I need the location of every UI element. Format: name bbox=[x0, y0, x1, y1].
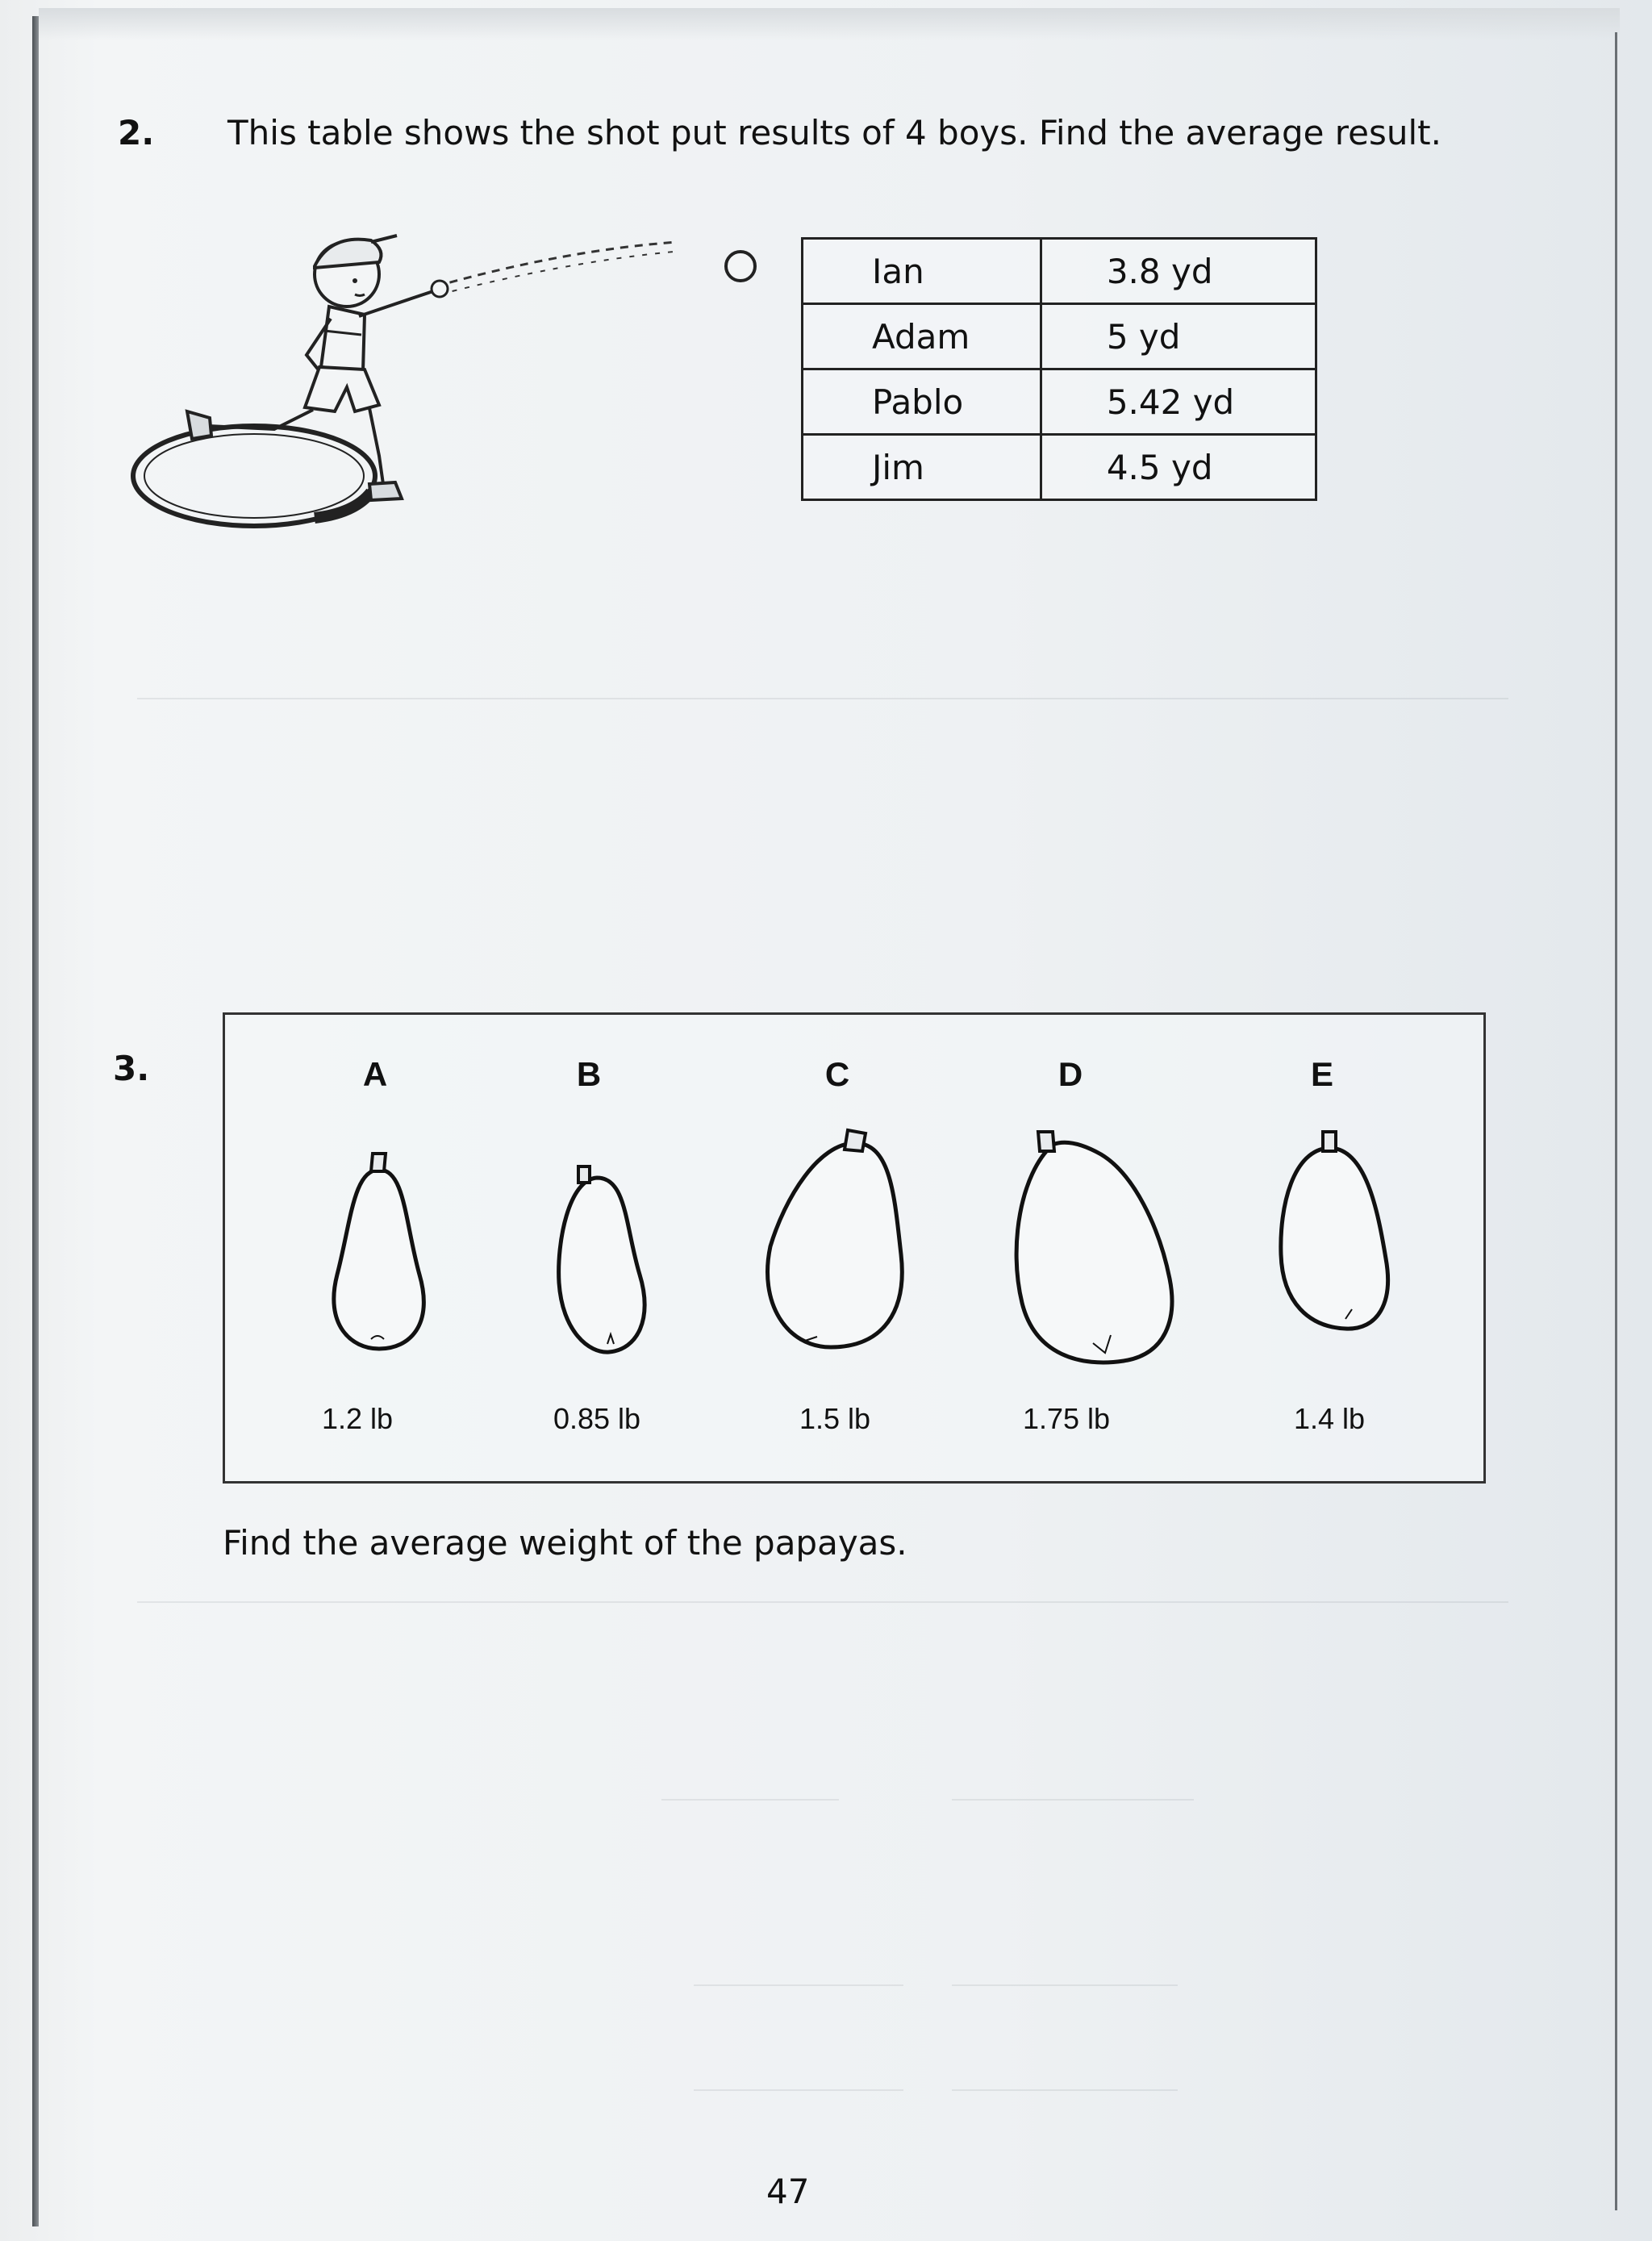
papaya-weight: 1.4 lb bbox=[1293, 1402, 1366, 1435]
show-through-line bbox=[694, 2089, 903, 2091]
papaya-weight: 1.75 lb bbox=[1022, 1402, 1111, 1435]
shot-put-boy-illustration bbox=[113, 218, 807, 540]
papaya-label: E bbox=[1310, 1055, 1333, 1093]
result-name: Pablo bbox=[803, 369, 1041, 435]
result-name: Adam bbox=[803, 304, 1041, 369]
show-through-line bbox=[952, 1984, 1178, 1986]
table-row bbox=[803, 369, 1316, 435]
papaya-weight: 1.5 lb bbox=[799, 1402, 871, 1435]
show-through-line bbox=[137, 698, 1508, 699]
result-value: 5.42 yd bbox=[1041, 369, 1316, 435]
show-through-line bbox=[952, 2089, 1178, 2091]
papaya-icon bbox=[754, 1125, 916, 1367]
table-row bbox=[803, 304, 1316, 369]
question-2-text: This table shows the shot put results of 4 boys. Find the average result. bbox=[227, 113, 1441, 152]
page-number: 47 bbox=[766, 2172, 810, 2211]
page-binding-left bbox=[32, 16, 39, 2226]
papaya-icon bbox=[1265, 1125, 1402, 1351]
result-name: Jim bbox=[803, 435, 1041, 500]
result-value: 5 yd bbox=[1041, 304, 1316, 369]
page-edge-right bbox=[1615, 32, 1617, 2210]
question-3-number: 3. bbox=[113, 1049, 150, 1088]
table-row bbox=[803, 435, 1316, 500]
papaya-label: C bbox=[824, 1055, 850, 1093]
papaya-icon bbox=[536, 1162, 665, 1363]
result-name: Ian bbox=[803, 239, 1041, 304]
table-row bbox=[803, 239, 1316, 304]
result-value: 4.5 yd bbox=[1041, 435, 1316, 500]
show-through-line bbox=[952, 1799, 1194, 1801]
result-value: 3.8 yd bbox=[1041, 239, 1316, 304]
shot-put-results-table bbox=[801, 237, 1317, 501]
papaya-label: B bbox=[576, 1055, 602, 1093]
show-through-line bbox=[694, 1984, 903, 1986]
show-through-line bbox=[661, 1799, 839, 1801]
papaya-weight: 0.85 lb bbox=[553, 1402, 641, 1435]
papaya-icon bbox=[315, 1146, 444, 1363]
papaya-weight: 1.2 lb bbox=[321, 1402, 394, 1435]
question-3-text: Find the average weight of the papayas. bbox=[223, 1523, 907, 1563]
papaya-label: D bbox=[1058, 1055, 1083, 1093]
show-through-line bbox=[137, 1601, 1508, 1603]
papaya-icon bbox=[1004, 1125, 1190, 1383]
shot-put-ball-icon bbox=[723, 248, 758, 284]
papaya-label: A bbox=[362, 1055, 388, 1093]
question-2-number: 2. bbox=[118, 113, 155, 152]
page-top-shadow bbox=[39, 8, 1620, 40]
